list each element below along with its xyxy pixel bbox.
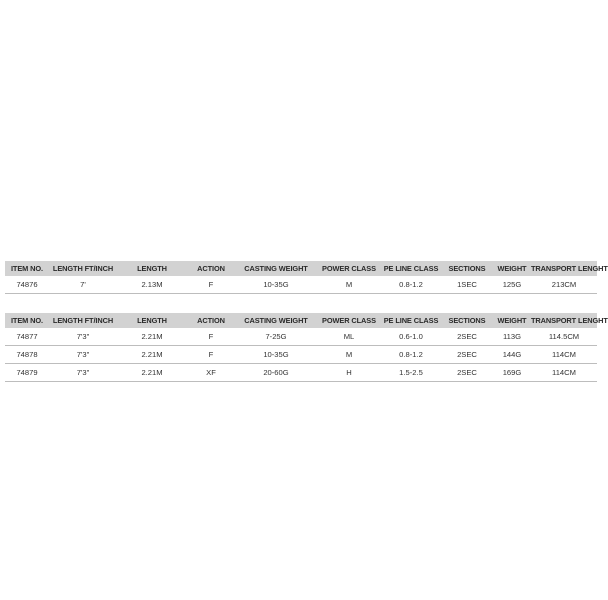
header-pe-line-class: PE LINE CLASS — [383, 316, 439, 325]
cell-weight: 169G — [502, 368, 522, 377]
table-row — [5, 328, 597, 346]
cell-transport-length: 114CM — [552, 368, 576, 377]
cell-pe-line-class: 0.8-1.2 — [399, 350, 423, 359]
cell-action: F — [208, 332, 214, 341]
cell-power-class: H — [346, 368, 352, 377]
cell-length-ft-inch: 7'3" — [76, 368, 90, 377]
header-action: ACTION — [197, 316, 225, 325]
cell-weight: 113G — [502, 332, 521, 341]
header-weight: WEIGHT — [497, 264, 527, 273]
cell-casting-weight: 10-35G — [263, 350, 289, 359]
cell-transport-length: 114CM — [552, 350, 576, 359]
cell-weight: 144G — [502, 350, 522, 359]
cell-sections: 1SEC — [457, 280, 477, 289]
cell-pe-line-class: 0.6-1.0 — [399, 332, 423, 341]
spec-table-2 — [5, 313, 608, 382]
cell-length: 2.21M — [141, 368, 163, 377]
header-length-ft-inch: LENGTH FT/INCH — [52, 264, 114, 273]
cell-sections: 2SEC — [457, 368, 477, 377]
table-row — [5, 276, 597, 294]
cell-pe-line-class: 1.5-2.5 — [399, 368, 423, 377]
cell-sections: 2SEC — [457, 332, 477, 341]
cell-power-class: M — [345, 350, 353, 359]
table-row — [5, 346, 597, 364]
cell-pe-line-class: 0.8-1.2 — [399, 280, 423, 289]
header-sections: SECTIONS — [448, 264, 486, 273]
header-length: LENGTH — [137, 316, 167, 325]
cell-sections: 2SEC — [457, 350, 477, 359]
cell-length-ft-inch: 7'3" — [76, 332, 90, 341]
cell-item-no: 74879 — [16, 368, 38, 377]
cell-length: 2.21M — [141, 350, 163, 359]
cell-item-no: 74876 — [16, 280, 38, 289]
header-item-no: ITEM NO. — [10, 264, 44, 273]
cell-item-no: 74877 — [16, 332, 38, 341]
cell-action: F — [208, 350, 214, 359]
table-row — [5, 364, 597, 382]
cell-transport-length: 213CM — [551, 280, 577, 289]
header-action: ACTION — [197, 264, 225, 273]
header-length-ft-inch: LENGTH FT/INCH — [52, 316, 114, 325]
cell-power-class: ML — [343, 332, 355, 341]
cell-power-class: M — [345, 280, 353, 289]
cell-casting-weight: 10-35G — [263, 280, 289, 289]
header-casting-weight: CASTING WEIGHT — [244, 316, 308, 325]
header-length: LENGTH — [137, 264, 167, 273]
header-pe-line-class: PE LINE CLASS — [383, 264, 439, 273]
table-header-row — [5, 313, 608, 328]
cell-length: 2.13M — [141, 280, 163, 289]
cell-weight: 125G — [502, 280, 522, 289]
cell-action: F — [208, 280, 214, 289]
header-power-class: POWER CLASS — [322, 264, 376, 273]
table-header-row — [5, 261, 608, 276]
header-transport-length: TRANSPORT LENGHT — [531, 316, 608, 325]
header-weight: WEIGHT — [497, 316, 527, 325]
header-casting-weight: CASTING WEIGHT — [244, 264, 308, 273]
cell-transport-length: 114.5CM — [548, 332, 580, 341]
header-item-no: ITEM NO. — [10, 316, 44, 325]
cell-length-ft-inch: 7'3" — [76, 350, 90, 359]
spec-table-1 — [5, 261, 608, 294]
cell-action: XF — [206, 368, 216, 377]
cell-item-no: 74878 — [16, 350, 38, 359]
cell-casting-weight: 20-60G — [263, 368, 289, 377]
header-transport-length: TRANSPORT LENGHT — [531, 264, 608, 273]
cell-casting-weight: 7-25G — [265, 332, 287, 341]
cell-length-ft-inch: 7' — [80, 280, 86, 289]
header-power-class: POWER CLASS — [322, 316, 376, 325]
header-sections: SECTIONS — [448, 316, 486, 325]
cell-length: 2.21M — [141, 332, 163, 341]
